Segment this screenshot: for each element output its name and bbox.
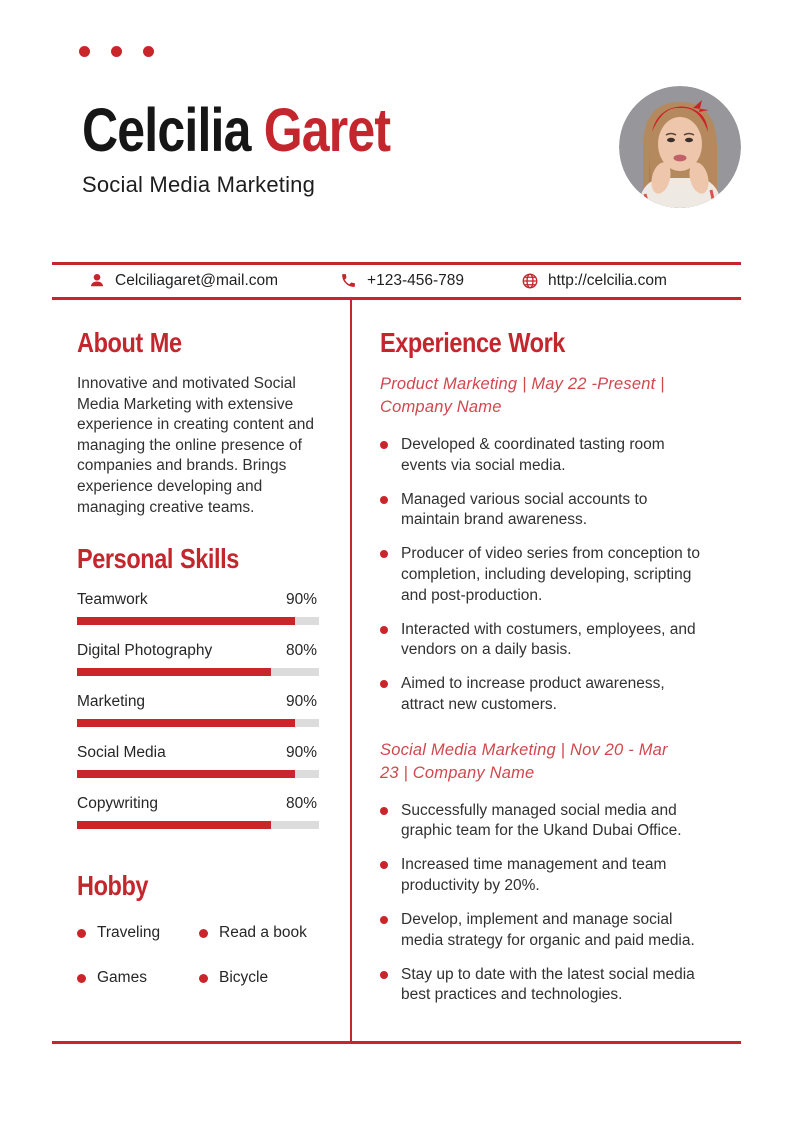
header (82, 86, 741, 262)
job-bullet (380, 965, 710, 1006)
left-column (52, 300, 352, 1041)
experience-heading: Experience Work (380, 327, 565, 358)
skill-bar-fill (77, 668, 271, 676)
skill-item (77, 744, 317, 778)
hobby-item (77, 969, 199, 987)
job-bullet-text: Developed & coordinated tasting room events via social media. (401, 436, 665, 474)
skill-label: Digital Photography (77, 642, 213, 660)
skill-value: 90% (285, 591, 317, 609)
skill-label: Marketing (77, 693, 146, 711)
bullet-icon (380, 550, 388, 558)
job-bullet-text: Successfully managed social media and graphic team for the Ukand Dubai Office. (401, 801, 682, 840)
skill-bar-track (77, 770, 319, 778)
skill-bar-track (77, 719, 319, 727)
skill-bar-fill (77, 617, 295, 625)
job-bullet-text: Managed various social accounts to maintain brand awareness. (401, 490, 648, 529)
skill-value: 90% (285, 744, 317, 762)
skill-item (77, 591, 317, 625)
job-bullet (380, 674, 710, 715)
bullet-icon (380, 626, 388, 634)
job-bullet (380, 490, 710, 531)
job-bullet (380, 910, 710, 951)
skill-item (77, 795, 317, 829)
page-title (82, 98, 390, 162)
job-bullet (380, 801, 710, 842)
about-heading: About Me (77, 327, 182, 358)
job-bullet-text: Develop, implement and manage social media strategy for organic and paid media. (401, 910, 695, 949)
job-bullet-list (380, 801, 741, 1006)
contact-email-text: Celciliagaret@mail.com (115, 272, 279, 289)
dot-icon (111, 46, 122, 57)
job-bullet-list (380, 435, 741, 716)
hobby-item (77, 924, 199, 942)
hobby-heading: Hobby (77, 870, 149, 902)
skills-list (77, 591, 317, 829)
skills-heading: Personal Skills (77, 543, 239, 575)
job-bullet (380, 435, 710, 476)
hobby-list (77, 924, 317, 987)
skill-bar-fill (77, 821, 271, 829)
skill-label: Copywriting (77, 795, 158, 813)
skill-bar-fill (77, 719, 295, 727)
skill-bar-track (77, 617, 319, 625)
contact-email[interactable] (88, 272, 278, 290)
hobby-label: Read a book (219, 924, 307, 942)
dot-icon (79, 46, 90, 57)
job-bullet (380, 620, 710, 661)
person-icon (88, 272, 106, 290)
hobby-label: Games (97, 969, 147, 987)
name-space (251, 96, 264, 164)
bullet-icon (77, 974, 86, 983)
job-bullet-text: Stay up to date with the latest social media best practices and technologies. (401, 965, 695, 1004)
bullet-icon (380, 441, 388, 449)
skill-value: 80% (285, 642, 317, 660)
name-block (82, 86, 458, 198)
skill-label: Teamwork (77, 591, 148, 609)
hobby-label: Traveling (97, 924, 161, 942)
skill-bar-fill (77, 770, 295, 778)
hobby-label: Bicycle (219, 969, 269, 987)
job-bullet-text: Interacted with costumers, employees, and vendors on a daily basis. (401, 620, 696, 659)
contact-phone-text: +123-456-789 (367, 272, 464, 289)
hobby-item (199, 969, 317, 987)
bullet-icon (380, 807, 388, 815)
avatar-photo-illustration (619, 86, 741, 208)
globe-icon (521, 272, 539, 290)
name-first: Celcilia (82, 96, 251, 164)
bullet-icon (199, 974, 208, 983)
about-text: Innovative and motivated Social Media Marketing with extensive experience in creating content and managing the online presence of companies and brands. Brings experience developing and managing creative teams. (77, 375, 314, 516)
job-subtitle: Social Media Marketing (82, 172, 316, 198)
avatar (619, 86, 741, 208)
main-columns (52, 300, 741, 1044)
job-bullet-text: Aimed to increase product awareness, attract new customers. (401, 675, 665, 713)
job-title: Product Marketing | May 22 -Present | Company Name (380, 375, 665, 416)
bullet-icon (77, 929, 86, 938)
contact-bar (52, 262, 741, 300)
bullet-icon (199, 929, 208, 938)
skill-bar-track (77, 668, 319, 676)
phone-icon (340, 272, 358, 290)
job-bullet (380, 544, 710, 606)
bullet-icon (380, 496, 388, 504)
job-bullet (380, 855, 710, 896)
bullet-icon (380, 861, 388, 869)
bullet-icon (380, 971, 388, 979)
skill-value: 90% (285, 693, 317, 711)
bullet-icon (380, 916, 388, 924)
contact-website-text: http://celcilia.com (548, 272, 667, 289)
skill-value: 80% (285, 795, 317, 813)
dot-icon (143, 46, 154, 57)
skill-bar-track (77, 821, 319, 829)
contact-phone[interactable] (340, 272, 464, 290)
job-title: Social Media Marketing | Nov 20 - Mar 23 | Company Name (380, 740, 668, 782)
bullet-icon (380, 680, 388, 688)
right-column (352, 300, 741, 1041)
job-bullet-text: Increased time management and team productivity by 20%. (401, 856, 667, 894)
hobby-item (199, 924, 317, 942)
name-last: Garet (263, 96, 391, 164)
skill-item (77, 693, 317, 727)
contact-website[interactable] (521, 272, 667, 290)
decorative-dots (79, 46, 793, 57)
skill-item (77, 642, 317, 676)
job-bullet-text: Producer of video series from conception to completion, including developing, scripting and post-production. (401, 545, 700, 604)
skill-label: Social Media (77, 744, 166, 762)
